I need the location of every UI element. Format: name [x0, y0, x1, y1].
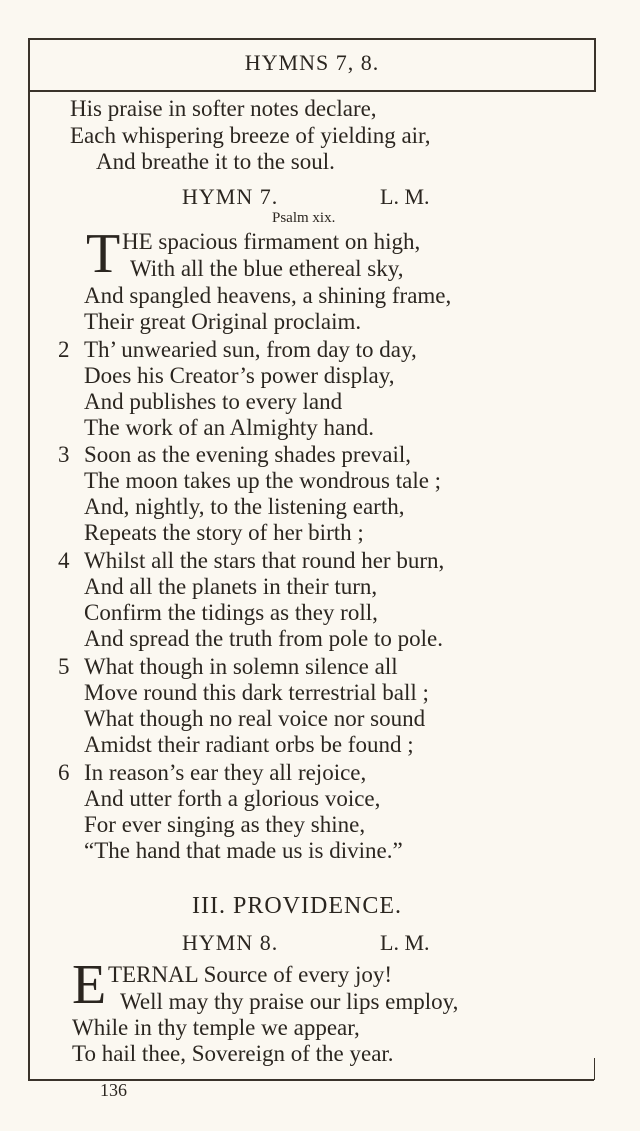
verse-line: In reason’s ear they all rejoice, [84, 760, 367, 785]
verse-line: While in thy temple we appear, [72, 1015, 360, 1040]
verse-line: Soon as the evening shades prevail, [84, 442, 412, 467]
section-title: III. PROVIDENCE. [192, 893, 402, 919]
verse-line: And, nightly, to the listening earth, [84, 494, 405, 519]
verse-line: To hail thee, Sovereign of the year. [72, 1041, 394, 1066]
verse-line: Their great Original proclaim. [84, 309, 362, 334]
hymn-7-source: Psalm xix. [272, 210, 336, 226]
verse-number: 6 [58, 760, 70, 785]
verse-line: Th’ unwearied sun, from day to day, [84, 337, 417, 362]
header-bottom-rule [30, 90, 594, 92]
verse-line: Well may thy praise our lips employ, [120, 989, 459, 1014]
verse-line: Amidst their radiant orbs be found ; [84, 732, 414, 757]
verse-line: And publishes to every land [84, 389, 343, 414]
verse-number: 3 [58, 442, 70, 467]
verse-number: 4 [58, 548, 70, 573]
verse-line: What though in solemn silence all [84, 654, 398, 679]
verse-line: The moon takes up the wondrous tale ; [84, 468, 442, 493]
verse-line: Repeats the story of her birth ; [84, 520, 364, 545]
hymn-7-title: HYMN 7. [182, 184, 279, 209]
verse-line: Whilst all the stars that round her burn, [84, 548, 445, 573]
verse-line: And utter forth a glorious voice, [84, 786, 381, 811]
verse-line: TERNAL Source of every joy! [108, 962, 393, 987]
frame-top-rule [28, 38, 594, 40]
running-header: HYMNS 7, 8. [244, 50, 380, 75]
verse-number: 2 [58, 337, 70, 362]
verse-line: HE spacious firmament on high, [122, 229, 421, 254]
hymn-8-title: HYMN 8. [182, 930, 279, 955]
verse-line: What though no real voice nor sound [84, 706, 426, 731]
previous-ending-line: And breathe it to the soul. [96, 149, 335, 174]
previous-ending-line: Each whispering breeze of yielding air, [70, 123, 431, 148]
verse-line: With all the blue ethereal sky, [130, 256, 404, 281]
hymn-8-dropcap: E [72, 954, 107, 1016]
frame-right-rule [594, 38, 596, 92]
frame-right-lower-rule [594, 1058, 595, 1080]
frame-left-rule [28, 38, 30, 1080]
verse-line: For ever singing as they shine, [84, 812, 366, 837]
previous-ending-line: His praise in softer notes declare, [70, 96, 377, 121]
page-number: 136 [100, 1080, 127, 1100]
verse-line: “The hand that made us is divine.” [84, 838, 403, 863]
hymn-8-meter: L. M. [380, 930, 430, 955]
hymn-7-dropcap: T [86, 223, 121, 285]
verse-line: Confirm the tidings as they roll, [84, 600, 378, 625]
verse-line: Move round this dark terrestrial ball ; [84, 680, 429, 705]
verse-line: And spread the truth from pole to pole. [84, 626, 443, 651]
verse-line: And all the planets in their turn, [84, 574, 378, 599]
hymn-7-meter: L. M. [380, 184, 430, 209]
verse-line: The work of an Almighty hand. [84, 415, 375, 440]
verse-line: And spangled heavens, a shining frame, [84, 283, 452, 308]
verse-number: 5 [58, 654, 70, 679]
verse-line: Does his Creator’s power display, [84, 363, 395, 388]
